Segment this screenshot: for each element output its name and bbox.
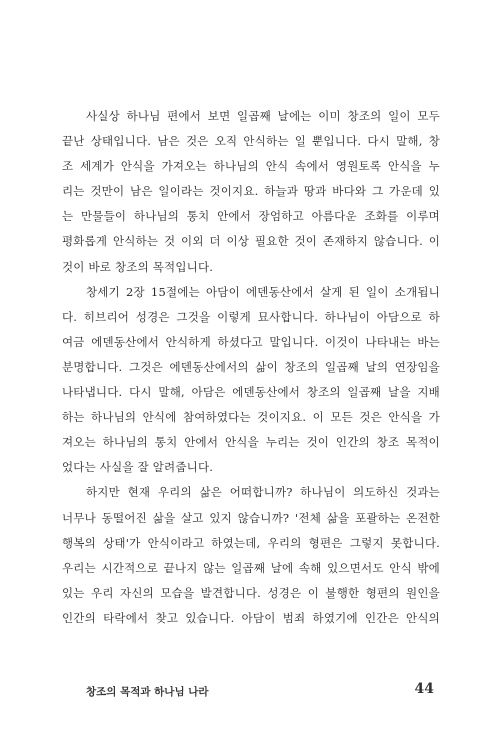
text-line: 져오는 하나님의 통치 안에서 안식을 누리는 것이 인간의 창조 목적이 [62, 435, 440, 450]
text-line: 것이 바로 창조의 목적입니다. [62, 259, 214, 274]
text-line: 끝난 상태입니다. 남은 것은 오직 안식하는 일 뿐입니다. 다시 말해, 창 [62, 134, 440, 149]
text-line: 분명합니다. 그것은 에덴동산에서의 삶이 창조의 일곱째 날의 연장임을 [62, 359, 440, 374]
text-line: 었다는 사실을 잘 알려줍니다. [62, 460, 214, 475]
paragraph [62, 104, 440, 280]
text-line: 우리는 시간적으로 끝나지 않는 일곱째 날에 속해 있으면서도 안식 밖에 [62, 560, 440, 575]
text-line: 하는 하나님의 안식에 참여하였다는 것이지요. 이 모든 것은 안식을 가 [62, 410, 440, 425]
text-line: 있는 우리 자신의 모습을 발견합니다. 성경은 이 불행한 형편의 원인을 [62, 585, 440, 600]
text-line: 나타냅니다. 다시 말해, 아담은 에덴동산에서 창조의 일곱째 날을 지배 [62, 385, 440, 400]
text-line: 평화롭게 안식하는 것 이외 더 이상 필요한 것이 존재하지 않습니다. 이 [62, 234, 440, 249]
text-line: 여금 에덴동산에서 안식하게 하셨다고 말입니다. 이것이 나타내는 바는 [62, 334, 440, 349]
text-line: 인간의 타락에서 찾고 있습니다. 아담이 범죄 하였기에 인간은 안식의 [62, 610, 440, 625]
text-line: 창세기 2장 15절에는 아담이 에덴동산에서 살게 된 일이 소개됩니 [86, 284, 440, 299]
text-line: 리는 것만이 남은 일이라는 것이지요. 하늘과 땅과 바다와 그 가운데 있 [62, 184, 440, 199]
page-number: 44 [414, 681, 434, 697]
running-title: 창조의 목적과 하나님 나라 [86, 686, 209, 698]
paragraph [62, 280, 440, 481]
text-line: 조 세계가 안식을 가져오는 하나님의 안식 속에서 영원토록 안식을 누 [62, 159, 440, 174]
text-line: 다. 히브리어 성경은 그것을 이렇게 묘사합니다. 하나님이 아담으로 하 [62, 309, 440, 324]
text-line: 행복의 상태'가 안식이라고 하였는데, 우리의 형편은 그렇지 못합니다. [62, 535, 440, 550]
text-line: 너무나 동떨어진 삶을 살고 있지 않습니까? '전체 삶을 포괄하는 온전한 [62, 510, 440, 525]
body-text [62, 104, 440, 631]
paragraph [62, 480, 440, 631]
page-footer [0, 681, 500, 708]
text-line: 사실상 하나님 편에서 보면 일곱째 날에는 이미 창조의 일이 모두 [86, 109, 440, 123]
text-line: 하지만 현재 우리의 삶은 어떠합니까? 하나님이 의도하신 것과는 [86, 485, 440, 500]
text-line: 는 만물들이 하나님의 통치 안에서 장엄하고 아름다운 조화를 이루며 [62, 209, 440, 224]
